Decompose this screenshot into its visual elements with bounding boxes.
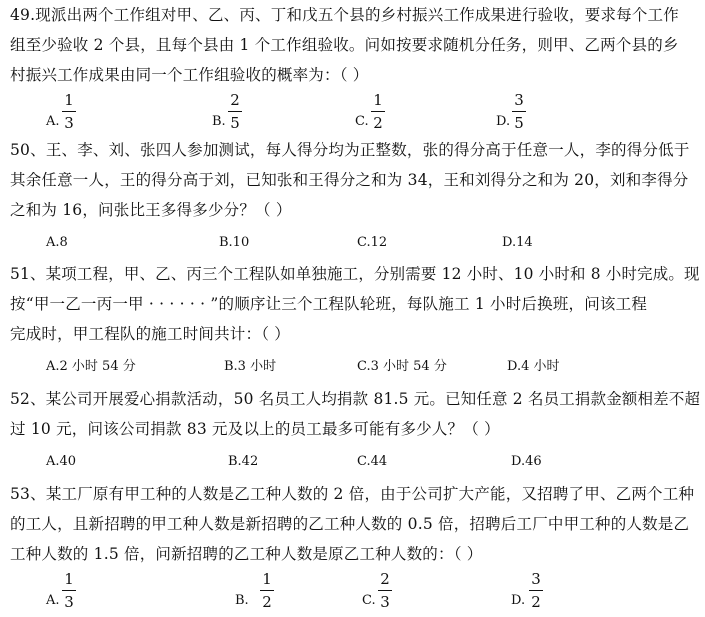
q51-option-b: B.3 小时 [224, 359, 277, 374]
q52-option-a: A.40 [46, 454, 77, 469]
numerator: 3 [514, 91, 524, 109]
fraction [62, 91, 76, 132]
fraction [378, 570, 392, 611]
q50-line-3: 之和为 16，问张比王多得多少分？（ ） [10, 201, 292, 219]
q49-line-3: 村振兴工作成果由同一个工作组验收的概率为：（ ） [10, 66, 369, 84]
q53-line-3: 工种人数的 1.5 倍，问新招聘的乙工种人数是原乙工种人数的：（ ） [10, 545, 483, 563]
denominator: 3 [64, 114, 74, 132]
fraction [62, 570, 76, 611]
fraction [512, 91, 526, 132]
fraction-bar [378, 590, 392, 591]
fraction [529, 570, 543, 611]
fraction-bar [512, 111, 526, 112]
option-letter: A. [46, 593, 60, 608]
option-letter: B. [212, 114, 226, 129]
denominator: 5 [514, 114, 524, 132]
fraction-bar [260, 590, 274, 591]
q51-line-1: 51、某项工程，甲、乙、丙三个工程队如单独施工，分别需要 12 小时、10 小时和 8 小时完成。现 [10, 265, 700, 283]
denominator: 3 [380, 593, 390, 611]
numerator: 1 [262, 570, 272, 588]
q50-option-a: A.8 [46, 235, 68, 250]
q49-line-2: 组至少验收 2 个县，且每个县由 1 个工作组验收。问如按要求随机分任务，则甲、乙两个县的乡 [10, 36, 679, 54]
numerator: 3 [531, 570, 541, 588]
q52-option-c: C.44 [357, 454, 388, 469]
q52-option-d: D.46 [511, 454, 542, 469]
q53-line-2: 的工人，且新招聘的甲工种人数是新招聘的乙工种人数的 0.5 倍，招聘后工厂中甲工种的人数是乙 [10, 515, 690, 533]
denominator: 3 [64, 593, 74, 611]
fraction-bar [371, 111, 385, 112]
option-letter: A. [46, 114, 60, 129]
q53-line-1: 53、某工厂原有甲工种的人数是乙工种人数的 2 倍，由于公司扩大产能，又招聘了甲、乙两个工种 [10, 485, 695, 503]
option-letter: C. [362, 593, 376, 608]
fraction-bar [62, 111, 76, 112]
numerator: 1 [373, 91, 383, 109]
option-letter: C. [355, 114, 369, 129]
q50-line-1: 50、王、李、刘、张四人参加测试，每人得分均为正整数，张的得分高于任意一人，李的得分低于 [10, 141, 690, 159]
q50-option-d: D.14 [502, 235, 533, 250]
numerator: 1 [64, 91, 74, 109]
denominator: 2 [262, 593, 272, 611]
denominator: 2 [531, 593, 541, 611]
fraction [371, 91, 385, 132]
q50-option-c: C.12 [357, 235, 388, 250]
q51-option-a: A.2 小时 54 分 [46, 359, 136, 374]
q52-line-1: 52、某公司开展爱心捐款活动，50 名员工人均捐款 81.5 元。已知任意 2 名员工捐款金额相差不超 [10, 390, 701, 408]
option-letter: D. [511, 593, 526, 608]
q51-line-2: 按“甲一乙一丙一甲 · · · · · · ”的顺序让三个工程队轮班，每队施工 1 小时后换班，问该工程 [10, 295, 648, 313]
fraction [228, 91, 242, 132]
denominator: 2 [373, 114, 383, 132]
q52-option-b: B.42 [228, 454, 259, 469]
q52-line-2: 过 10 元，问该公司捐款 83 元及以上的员工最多可能有多少人？（ ） [10, 420, 500, 438]
fraction-bar [62, 590, 76, 591]
q51-option-c: C.3 小时 54 分 [357, 359, 447, 374]
option-letter: D. [496, 114, 511, 129]
denominator: 5 [230, 114, 240, 132]
q49-line-1: 49.现派出两个工作组对甲、乙、丙、丁和戊五个县的乡村振兴工作成果进行验收，要求每个工作 [10, 6, 679, 24]
q50-option-b: B.10 [219, 235, 250, 250]
q51-option-d: D.4 小时 [507, 359, 560, 374]
option-letter: B. [235, 593, 249, 608]
numerator: 2 [380, 570, 390, 588]
fraction-bar [529, 590, 543, 591]
numerator: 1 [64, 570, 74, 588]
numerator: 2 [230, 91, 240, 109]
fraction-bar [228, 111, 242, 112]
q51-line-3: 完成时，甲工程队的施工时间共计：（ ） [10, 325, 290, 343]
q50-line-2: 其余任意一人，王的得分高于刘，已知张和王得分之和为 34，王和刘得分之和为 20，刘和李得分 [10, 171, 689, 189]
fraction [260, 570, 274, 611]
